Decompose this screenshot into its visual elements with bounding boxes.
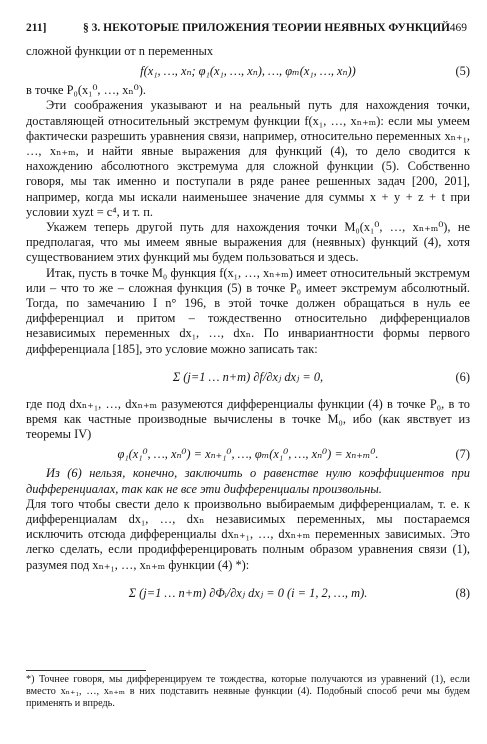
paragraph-5-rest: Для того чтобы свести дело к произвольно выбираемым дифференциалам, т. е. к дифференциалам dx₁, …, dxₙ независимых переменных, мы постараемся исключить отсюда дифференциалы dxₙ₊₁, …, dxₙ₊ₘ переменных зависимых. Это легко сделать, если продифференцировать полным образом уравнения связи (1), разумея под xₙ₊₁, …, xₙ₊ₘ функции (4) *): [26,496,470,572]
equation-6 [26,357,470,397]
equation-6-number: (6) [455,369,470,384]
equation-7-formula: φ₁(x₁⁰, …, xₙ⁰) = xₙ₊₁⁰, …, φₘ(x₁⁰, …, xₙ⁰) = xₙ₊ₘ⁰. [117,447,379,462]
paragraph-3: Итак, пусть в точке M₀ функция f(x₁, …, xₙ₊ₘ) имеет относительный экстремум или – что то же – сложная функция (5) в точке P₀ имеет экстремум абсолютный. Тогда, по замечанию I n° 196, в этой точке должен обращаться в нуль ее дифференциал и притом – тождественно относительно дифференциалов независимых переменных dx₁, …, dxₙ. По инвариантности формы первого дифференциала [185], это условие можно записать так: [26,265,470,356]
page-body [26,44,470,613]
equation-5-formula: f(x₁, …, xₙ; φ₁(x₁, …, xₙ), …, φₘ(x₁, …, xₙ)) [140,64,356,79]
equation-8-formula: Σ (j=1 … n+m) ∂Φᵢ/∂xⱼ dxⱼ = 0 (i = 1, 2, …, m). [128,585,368,600]
equation-5 [26,59,470,83]
equation-5-number: (5) [455,64,470,79]
footnote: *) Точнее говоря, мы дифференцируем те тождества, которые получаются из уравнений (1), если вместо xₙ₊₁, …, xₙ₊ₘ в них подставить неявные функции (4). Подобный способ речи мы будем применять и впредь. [26,674,470,709]
running-header [26,22,467,40]
equation-8 [26,573,470,613]
paragraph-4: где под dxₙ₊₁, …, dxₙ₊ₘ разумеются дифференциалы функции (4) в точке P₀, в то время как частные производные вычислены в точке M₀, ибо (как явствует из теоремы IV) [26,396,470,442]
equation-7-number: (7) [455,447,470,462]
point-line: в точке P₀(x₁⁰, …, xₙ⁰). [26,83,146,98]
page-label: 211] [26,22,47,34]
paragraph-5-italic: Из (6) нельзя, конечно, заключить о равенстве нулю коэффициентов при дифференциалах, так как не все эти дифференциалы произвольны. [26,466,470,496]
paragraph-2: Укажем теперь другой путь для нахождения точки M₀(x₁⁰, …, xₙ₊ₘ⁰), не предполагая, что мы имеем явные выражения для (неявных) функций (4), хотя существованием этих функций мы будем пользоваться и здесь. [26,220,470,265]
paragraph-1: Эти соображения указывают и на реальный путь для нахождения точки, доставляющей относительный экстремум функции f(x₁, …, xₙ₊ₘ): если мы умеем фактически разрешить уравнения связи, например, относительно переменных xₙ₊₁, …, xₙ₊ₘ, и найти явные выражения для функций (4), то дело сводится к нахождению абсолютного экстремума для сложной функции (5). Собственно говоря, мы так именно и поступали в ряде ранее решенных задач [200, 201], например, когда мы искали наименьшее значение для суммы x + y + z + t при условии xyzt = c⁴, и т. п. [26,98,470,219]
footnote-rule [26,670,146,671]
continued-line: сложной функции от n переменных [26,44,214,58]
equation-8-number: (8) [455,585,470,600]
equation-6-formula: Σ (j=1 … n+m) ∂f/∂xⱼ dxⱼ = 0, [172,369,324,384]
page-number: 469 [449,22,467,34]
equation-7 [26,442,470,466]
running-title: § 3. НЕКОТОРЫЕ ПРИЛОЖЕНИЯ ТЕОРИИ НЕЯВНЫХ ФУНКЦИЙ [83,22,450,34]
